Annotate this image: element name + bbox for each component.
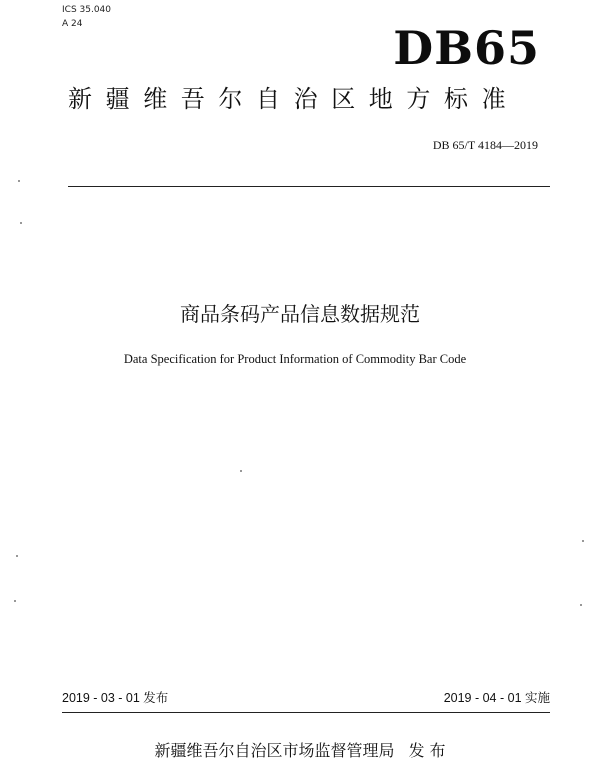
publisher-name: 新疆维吾尔自治区市场监督管理局	[154, 741, 395, 760]
scan-speck	[14, 600, 16, 602]
issue-date: 2019 - 03 - 01 发布	[62, 691, 169, 705]
scan-speck	[20, 222, 22, 224]
document-title-chinese: 商品条码产品信息数据规范	[180, 302, 420, 326]
scan-speck	[16, 555, 18, 557]
document-title-english: Data Specification for Product Information of Commodity Bar Code	[123, 352, 467, 366]
implementation-date: 2019 - 04 - 01 实施	[443, 691, 550, 705]
scan-speck	[582, 540, 584, 542]
standard-logo: DB65	[393, 21, 540, 75]
category-code: A 24	[62, 19, 83, 29]
ics-code: ICS 35.040	[62, 5, 112, 15]
scan-speck	[18, 180, 20, 182]
standard-number: DB 65/T 4184—2019	[432, 138, 538, 152]
scan-speck	[580, 604, 582, 606]
scan-speck	[240, 470, 242, 472]
footer-divider	[62, 712, 550, 713]
standard-type-title: 新疆维吾尔自治区地方标准	[68, 85, 520, 113]
publish-word: 发 布	[408, 741, 446, 760]
header-divider	[68, 186, 550, 187]
publisher-line	[0, 741, 600, 761]
